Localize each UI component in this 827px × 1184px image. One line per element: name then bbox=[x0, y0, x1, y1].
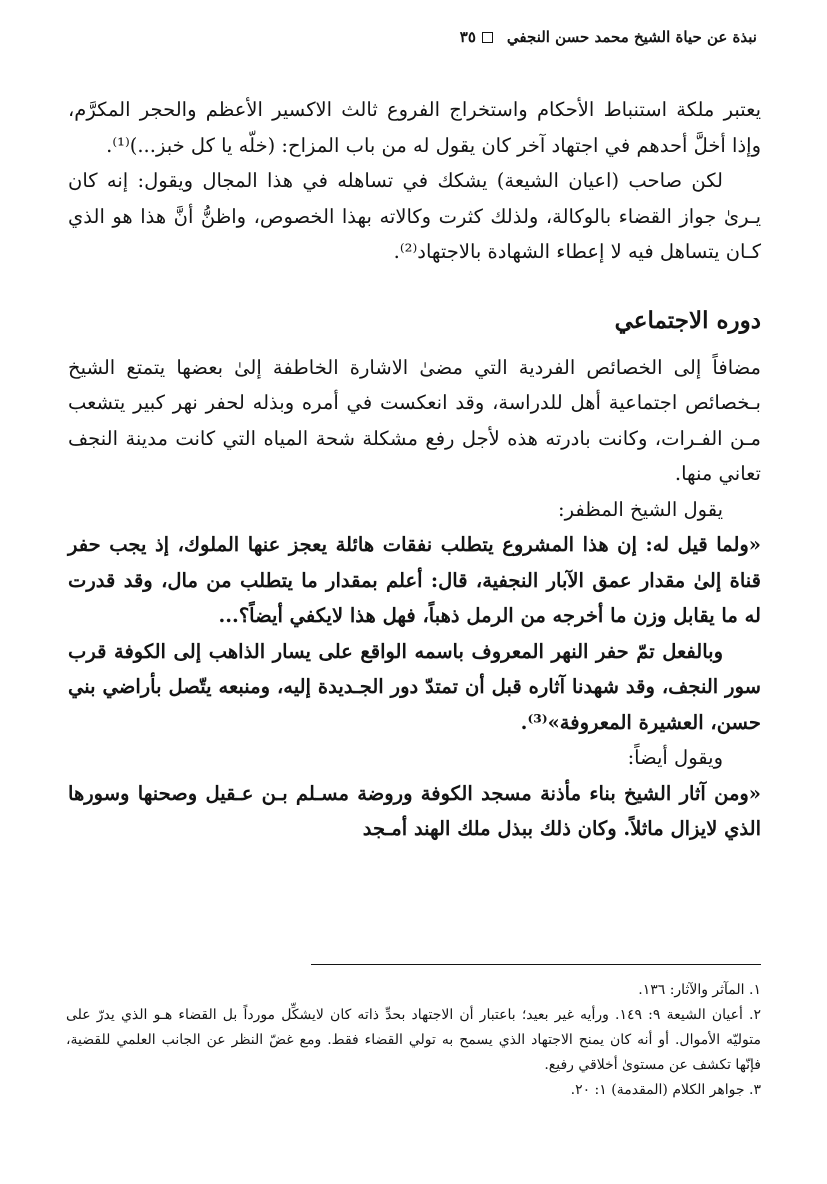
footnote-2: ٢. أعيان الشيعة ٩: ١٤٩. ورأيه غير بعيد؛ باعتبار أن الاجتهاد بحدِّ ذاته كان لايشكِّل مورداً بل القضاء هـو الذي يدرّ على متوليّه الأموال. أو أنه كان يمنح الاجتهاد الذي يسمح به تولي القضاء فقط. ومع غضّ النظر عن الجانب العلمي للقضية، فإنّها تكشف عن مستوىٰ أخلاقي رفيع. bbox=[66, 1007, 762, 1073]
section-heading: دوره الاجتماعي bbox=[614, 306, 761, 334]
paragraph-1: يعتبر ملكة استنباط الأحكام واستخراج الفروع ثالث الاكسير الأعظم والحجر المكرَّم، وإذا أخلَّ أحدهم في اجتهاد آخر كان يقول له من باب المزاح: (خلّه يا كل خبز...)⁽¹⁾. bbox=[68, 98, 761, 157]
quote-2: وبالفعل تمّ حفر النهر المعروف باسمه الواقع على يسار الذاهب إلى الكوفة قرب سور النجف، وقد شهدنا آثاره قبل أن تمتدّ دور الجـديدة إليه، ومنبعه يتّصل بأراضي بني حسن، العشيرة المعروفة»⁽³⁾. bbox=[68, 639, 761, 734]
running-head-title: نبذة عن حياة الشيخ محمد حسن النجفي bbox=[506, 28, 757, 46]
main-text bbox=[68, 92, 761, 847]
quote-3: «ومن آثار الشيخ بناء مأذنة مسجد الكوفة وروضة مسـلم بـن عـقيل وصحنها وسورها الذي لايزال ماثلاً. وكان ذلك ببذل ملك الهند أمـجد bbox=[68, 781, 761, 840]
paragraph-5: ويقول أيضاً: bbox=[627, 746, 723, 769]
footnote-divider bbox=[311, 964, 761, 965]
quote-1: «ولما قيل له: إن هذا المشروع يتطلب نفقات هائلة يعجز عنها الملوك، إذ يجب حفر قناة إلىٰ مقدار عمق الآبار النجفية، قال: أعلم بمقدار ما يتطلب من مال، وقد قدرت له ما يقابل وزن ما أخرجه من الرمل ذهباً، فهل هذا لايكفي أيضاً؟... bbox=[68, 533, 761, 627]
paragraph-3: مضافاً إلى الخصائص الفردية التي مضىٰ الاشارة الخاطفة إلىٰ بعضها يتمتع الشيخ بـخصائص اجتماعية أهل للدراسة، وقد انعكست في أمره وبذله لحفر نهر كبير يتشعب مـن الفـرات، وكانت بادرته هذه لأجل رفع مشكلة شحة المياه التي كانت مدينة النجف تعاني منها. bbox=[68, 355, 761, 485]
footnote-3: ٣. جواهر الكلام (المقدمة) ١: ٢٠. bbox=[570, 1082, 761, 1098]
square-separator-icon bbox=[482, 32, 493, 43]
running-head bbox=[70, 28, 757, 46]
paragraph-2: لكن صاحب (اعيان الشيعة) يشكك في تساهله في هذا المجال ويقول: إنه كان يـرىٰ جواز القضاء بالوكالة، ولذلك كثرت وكالاته بهذا الخصوص، واظنُّ أنَّ هذا هو الذي كـان يتساهل فيه لا إعطاء الشهادة بالاجتهاد⁽²⁾. bbox=[68, 169, 761, 263]
footnotes bbox=[66, 978, 761, 1103]
footnote-1: ١. المآثر والآثار: ١٣٦. bbox=[638, 982, 761, 998]
page-number: ٣٥ bbox=[459, 28, 476, 46]
paragraph-4: يقول الشيخ المظفر: bbox=[558, 497, 723, 521]
